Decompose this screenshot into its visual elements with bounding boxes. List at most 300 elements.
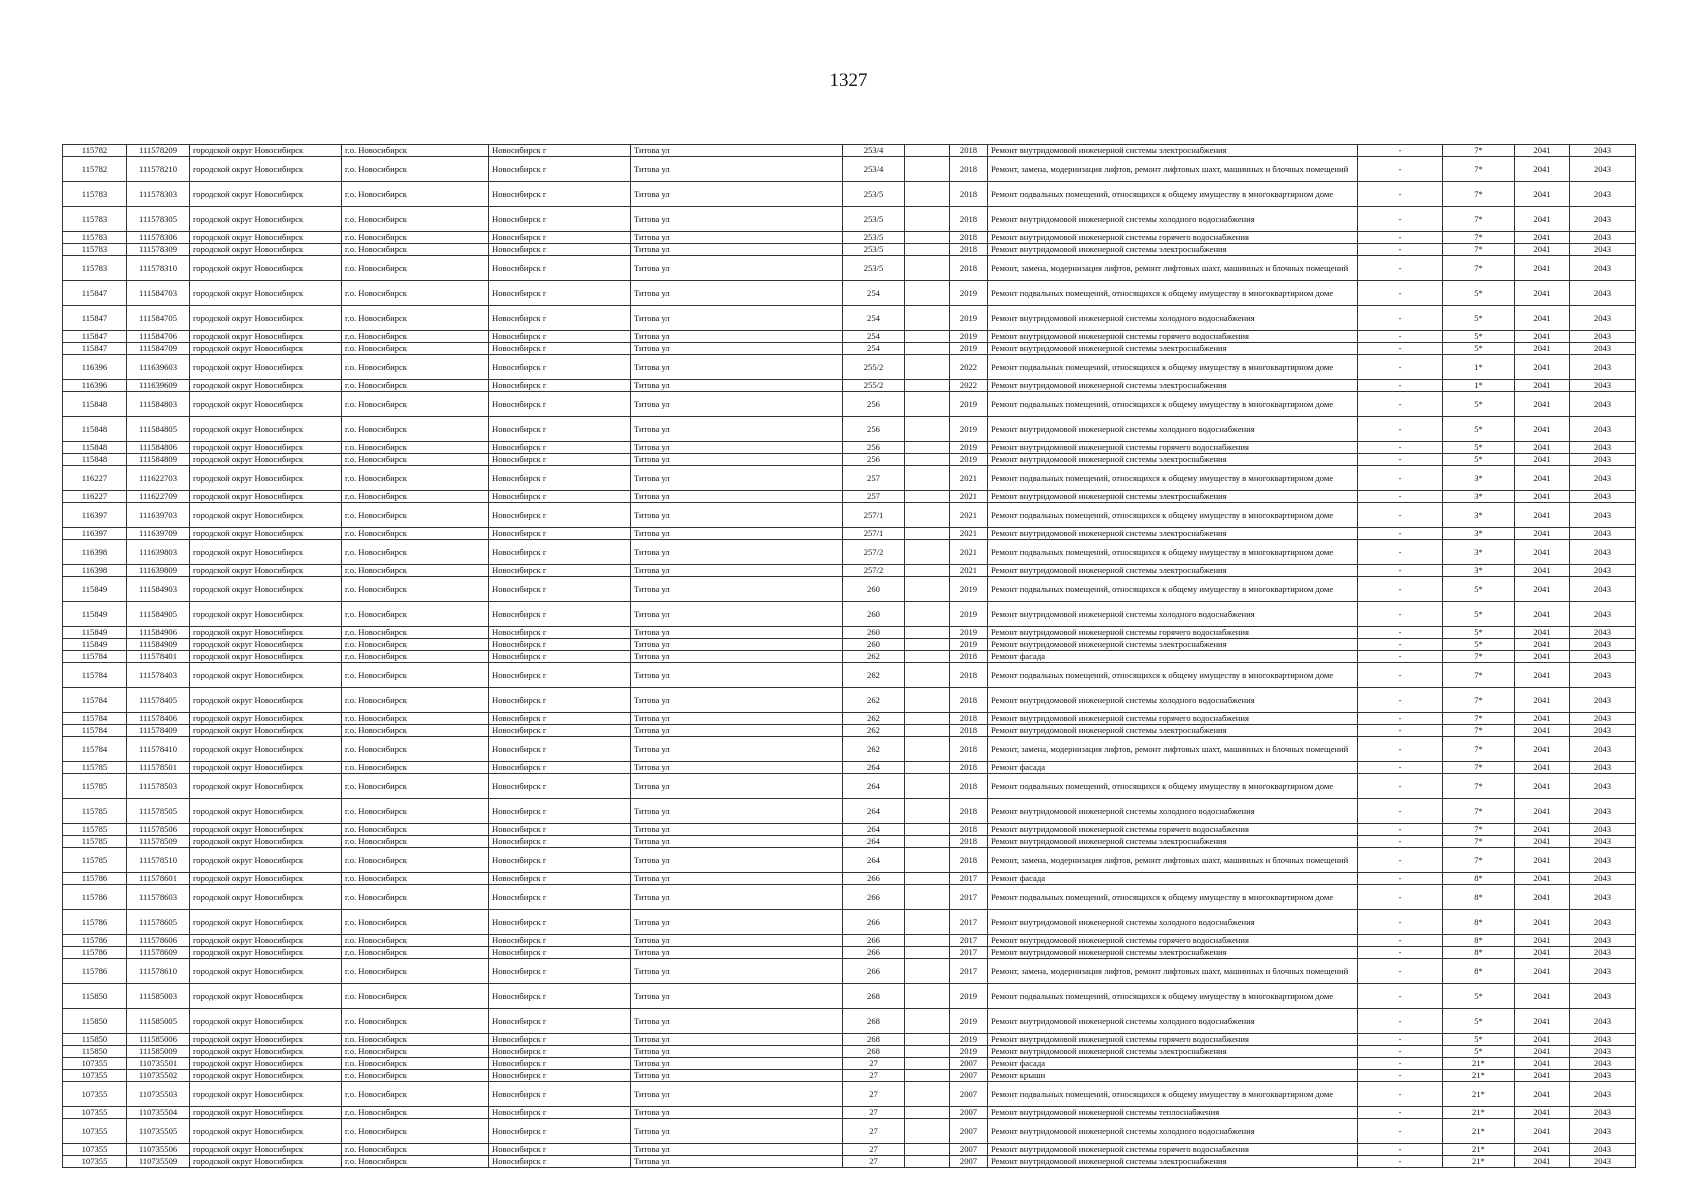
cell-period-code: 21* [1443,1119,1515,1144]
cell-work-id: 110735509 [127,1156,190,1168]
cell-work-id: 110735504 [127,1107,190,1119]
cell-work-id: 111578609 [127,947,190,959]
cell-work-id: 111578506 [127,824,190,836]
cell-locality: Новосибирск г [489,577,631,602]
cell-street: Титова ул [631,824,843,836]
cell-house-id: 115847 [63,281,127,306]
cell-house-id: 116396 [63,380,127,392]
cell-dash: - [1358,663,1443,688]
cell-locality: Новосибирск г [489,885,631,910]
cell-work-type: Ремонт подвальных помещений, относящихся к общему имуществу в многоквартирном доме [988,774,1358,799]
cell-year-built: 2019 [950,984,988,1009]
cell-street: Титова ул [631,355,843,380]
cell-work-type: Ремонт внутридомовой инженерной системы горячего водоснабжения [988,1144,1358,1156]
cell-house-id: 115850 [63,984,127,1009]
cell-work-type: Ремонт подвальных помещений, относящихся к общему имуществу в многоквартирном доме [988,503,1358,528]
cell-building [905,602,950,627]
cell-house-id: 115850 [63,1046,127,1058]
cell-year-built: 2018 [950,157,988,182]
cell-period-code: 5* [1443,639,1515,651]
cell-period-code: 5* [1443,1046,1515,1058]
cell-municipality: городской округ Новосибирск [190,848,342,873]
cell-street: Титова ул [631,663,843,688]
cell-street: Титова ул [631,688,843,713]
cell-locality: Новосибирск г [489,355,631,380]
cell-municipality: городской округ Новосибирск [190,1156,342,1168]
cell-period-code: 7* [1443,713,1515,725]
cell-building [905,824,950,836]
cell-start-year: 2041 [1515,1070,1570,1082]
cell-municipal-district: г.о. Новосибирск [342,331,489,343]
cell-dash: - [1358,442,1443,454]
cell-dash: - [1358,1046,1443,1058]
cell-municipality: городской округ Новосибирск [190,157,342,182]
cell-building [905,762,950,774]
cell-municipal-district: г.о. Новосибирск [342,256,489,281]
cell-house-number: 264 [843,836,905,848]
cell-start-year: 2041 [1515,947,1570,959]
cell-locality: Новосибирск г [489,281,631,306]
cell-period-code: 7* [1443,799,1515,824]
cell-dash: - [1358,157,1443,182]
cell-building [905,663,950,688]
cell-house-number: 27 [843,1107,905,1119]
cell-year-built: 2021 [950,565,988,577]
cell-municipality: городской округ Новосибирск [190,331,342,343]
cell-municipal-district: г.о. Новосибирск [342,528,489,540]
cell-end-year: 2043 [1570,157,1636,182]
cell-year-built: 2019 [950,577,988,602]
cell-municipal-district: г.о. Новосибирск [342,651,489,663]
cell-year-built: 2017 [950,885,988,910]
cell-municipality: городской округ Новосибирск [190,355,342,380]
cell-end-year: 2043 [1570,848,1636,873]
cell-locality: Новосибирск г [489,848,631,873]
cell-start-year: 2041 [1515,306,1570,331]
cell-street: Титова ул [631,639,843,651]
cell-street: Титова ул [631,1034,843,1046]
cell-street: Титова ул [631,232,843,244]
cell-period-code: 7* [1443,774,1515,799]
cell-work-id: 111584909 [127,639,190,651]
cell-dash: - [1358,145,1443,157]
cell-house-id: 115786 [63,959,127,984]
cell-street: Титова ул [631,737,843,762]
cell-municipality: городской округ Новосибирск [190,207,342,232]
cell-building [905,380,950,392]
cell-municipal-district: г.о. Новосибирск [342,602,489,627]
cell-municipality: городской округ Новосибирск [190,1107,342,1119]
cell-start-year: 2041 [1515,762,1570,774]
cell-street: Титова ул [631,1144,843,1156]
cell-end-year: 2043 [1570,244,1636,256]
cell-work-id: 111584903 [127,577,190,602]
cell-street: Титова ул [631,540,843,565]
cell-work-type: Ремонт фасада [988,651,1358,663]
cell-street: Титова ул [631,565,843,577]
cell-dash: - [1358,1034,1443,1046]
cell-municipal-district: г.о. Новосибирск [342,503,489,528]
cell-building [905,306,950,331]
cell-municipality: городской округ Новосибирск [190,281,342,306]
cell-dash: - [1358,959,1443,984]
cell-house-number: 264 [843,848,905,873]
cell-start-year: 2041 [1515,157,1570,182]
cell-house-id: 115848 [63,392,127,417]
cell-dash: - [1358,417,1443,442]
cell-street: Титова ул [631,762,843,774]
cell-house-number: 260 [843,627,905,639]
cell-municipal-district: г.о. Новосибирск [342,984,489,1009]
cell-work-id: 111578610 [127,959,190,984]
cell-municipality: городской округ Новосибирск [190,639,342,651]
cell-start-year: 2041 [1515,1009,1570,1034]
cell-street: Титова ул [631,984,843,1009]
cell-municipality: городской округ Новосибирск [190,392,342,417]
cell-house-id: 115784 [63,737,127,762]
table-row [63,737,1636,762]
cell-work-id: 111578403 [127,663,190,688]
cell-work-type: Ремонт внутридомовой инженерной системы горячего водоснабжения [988,824,1358,836]
cell-municipality: городской округ Новосибирск [190,256,342,281]
table-row [63,380,1636,392]
cell-municipality: городской округ Новосибирск [190,182,342,207]
table-row [63,466,1636,491]
cell-municipal-district: г.о. Новосибирск [342,627,489,639]
cell-house-number: 262 [843,737,905,762]
cell-start-year: 2041 [1515,244,1570,256]
cell-start-year: 2041 [1515,1156,1570,1168]
cell-end-year: 2043 [1570,1009,1636,1034]
cell-house-number: 253/4 [843,145,905,157]
cell-year-built: 2018 [950,836,988,848]
cell-period-code: 5* [1443,1009,1515,1034]
cell-house-number: 266 [843,947,905,959]
cell-street: Титова ул [631,959,843,984]
cell-house-number: 253/5 [843,232,905,244]
cell-locality: Новосибирск г [489,639,631,651]
cell-end-year: 2043 [1570,627,1636,639]
table-row [63,1070,1636,1082]
cell-municipal-district: г.о. Новосибирск [342,182,489,207]
cell-locality: Новосибирск г [489,207,631,232]
cell-municipality: городской округ Новосибирск [190,491,342,503]
cell-end-year: 2043 [1570,466,1636,491]
cell-locality: Новосибирск г [489,331,631,343]
cell-house-id: 115785 [63,848,127,873]
cell-street: Титова ул [631,244,843,256]
cell-municipal-district: г.о. Новосибирск [342,1046,489,1058]
cell-municipal-district: г.о. Новосибирск [342,565,489,577]
cell-building [905,417,950,442]
cell-building [905,343,950,355]
cell-house-number: 264 [843,762,905,774]
cell-work-type: Ремонт внутридомовой инженерной системы холодного водоснабжения [988,910,1358,935]
cell-work-id: 110735502 [127,1070,190,1082]
cell-work-type: Ремонт подвальных помещений, относящихся к общему имуществу в многоквартирном доме [988,577,1358,602]
cell-year-built: 2017 [950,947,988,959]
table-row [63,306,1636,331]
cell-house-number: 257 [843,491,905,503]
cell-dash: - [1358,848,1443,873]
table-row [63,454,1636,466]
cell-end-year: 2043 [1570,947,1636,959]
cell-street: Титова ул [631,836,843,848]
cell-year-built: 2007 [950,1107,988,1119]
cell-street: Титова ул [631,947,843,959]
table-row [63,824,1636,836]
cell-dash: - [1358,565,1443,577]
cell-building [905,873,950,885]
cell-building [905,1070,950,1082]
cell-municipal-district: г.о. Новосибирск [342,1107,489,1119]
cell-year-built: 2021 [950,528,988,540]
cell-locality: Новосибирск г [489,935,631,947]
cell-municipality: городской округ Новосибирск [190,577,342,602]
cell-building [905,651,950,663]
table-row [63,627,1636,639]
cell-house-number: 260 [843,602,905,627]
cell-house-id: 115786 [63,910,127,935]
cell-building [905,157,950,182]
cell-end-year: 2043 [1570,885,1636,910]
table-row [63,528,1636,540]
cell-house-number: 27 [843,1058,905,1070]
cell-house-id: 116397 [63,528,127,540]
cell-start-year: 2041 [1515,331,1570,343]
cell-dash: - [1358,737,1443,762]
cell-work-id: 111584805 [127,417,190,442]
cell-start-year: 2041 [1515,799,1570,824]
cell-building [905,885,950,910]
cell-end-year: 2043 [1570,1082,1636,1107]
cell-house-id: 116398 [63,540,127,565]
cell-period-code: 7* [1443,145,1515,157]
cell-period-code: 7* [1443,725,1515,737]
cell-municipal-district: г.о. Новосибирск [342,1082,489,1107]
cell-start-year: 2041 [1515,1144,1570,1156]
cell-year-built: 2018 [950,848,988,873]
cell-locality: Новосибирск г [489,392,631,417]
cell-locality: Новосибирск г [489,232,631,244]
cell-dash: - [1358,577,1443,602]
cell-year-built: 2018 [950,713,988,725]
cell-house-id: 115785 [63,762,127,774]
cell-building [905,207,950,232]
cell-municipal-district: г.о. Новосибирск [342,392,489,417]
cell-work-id: 111578503 [127,774,190,799]
cell-year-built: 2019 [950,1046,988,1058]
cell-period-code: 5* [1443,281,1515,306]
cell-year-built: 2021 [950,540,988,565]
cell-locality: Новосибирск г [489,836,631,848]
cell-house-id: 115847 [63,331,127,343]
cell-locality: Новосибирск г [489,959,631,984]
cell-house-number: 256 [843,392,905,417]
cell-work-id: 111584705 [127,306,190,331]
cell-street: Титова ул [631,454,843,466]
cell-end-year: 2043 [1570,824,1636,836]
cell-building [905,565,950,577]
cell-house-id: 115782 [63,145,127,157]
cell-work-type: Ремонт крыши [988,1070,1358,1082]
cell-municipality: городской округ Новосибирск [190,1070,342,1082]
cell-work-id: 111578405 [127,688,190,713]
cell-dash: - [1358,392,1443,417]
cell-house-number: 256 [843,442,905,454]
cell-locality: Новосибирск г [489,1034,631,1046]
cell-dash: - [1358,725,1443,737]
cell-building [905,182,950,207]
cell-municipal-district: г.о. Новосибирск [342,244,489,256]
cell-building [905,935,950,947]
cell-locality: Новосибирск г [489,984,631,1009]
cell-municipal-district: г.о. Новосибирск [342,232,489,244]
cell-work-id: 111578606 [127,935,190,947]
table-row [63,565,1636,577]
cell-start-year: 2041 [1515,256,1570,281]
cell-municipality: городской округ Новосибирск [190,774,342,799]
cell-work-id: 111639703 [127,503,190,528]
cell-work-type: Ремонт внутридомовой инженерной системы горячего водоснабжения [988,232,1358,244]
cell-street: Титова ул [631,848,843,873]
cell-municipality: городской округ Новосибирск [190,651,342,663]
cell-work-type: Ремонт фасада [988,1058,1358,1070]
cell-house-number: 264 [843,774,905,799]
cell-start-year: 2041 [1515,417,1570,442]
cell-period-code: 21* [1443,1107,1515,1119]
cell-dash: - [1358,503,1443,528]
cell-municipal-district: г.о. Новосибирск [342,885,489,910]
cell-street: Титова ул [631,503,843,528]
cell-building [905,737,950,762]
cell-period-code: 5* [1443,442,1515,454]
cell-end-year: 2043 [1570,417,1636,442]
cell-locality: Новосибирск г [489,774,631,799]
cell-locality: Новосибирск г [489,602,631,627]
cell-period-code: 5* [1443,417,1515,442]
cell-period-code: 5* [1443,331,1515,343]
cell-work-id: 111578306 [127,232,190,244]
cell-end-year: 2043 [1570,725,1636,737]
cell-municipality: городской округ Новосибирск [190,442,342,454]
cell-municipal-district: г.о. Новосибирск [342,663,489,688]
table-row [63,256,1636,281]
cell-start-year: 2041 [1515,1058,1570,1070]
cell-municipal-district: г.о. Новосибирск [342,639,489,651]
cell-street: Титова ул [631,873,843,885]
cell-period-code: 8* [1443,885,1515,910]
cell-dash: - [1358,885,1443,910]
cell-period-code: 21* [1443,1070,1515,1082]
cell-dash: - [1358,602,1443,627]
cell-work-type: Ремонт внутридомовой инженерной системы холодного водоснабжения [988,207,1358,232]
cell-end-year: 2043 [1570,528,1636,540]
cell-period-code: 5* [1443,627,1515,639]
table-row [63,491,1636,503]
cell-locality: Новосибирск г [489,380,631,392]
cell-work-type: Ремонт внутридомовой инженерной системы электроснабжения [988,1046,1358,1058]
cell-municipality: городской округ Новосибирск [190,725,342,737]
cell-period-code: 3* [1443,528,1515,540]
cell-end-year: 2043 [1570,1119,1636,1144]
cell-house-number: 256 [843,417,905,442]
cell-period-code: 21* [1443,1082,1515,1107]
cell-year-built: 2021 [950,491,988,503]
cell-house-number: 257/2 [843,540,905,565]
cell-dash: - [1358,762,1443,774]
cell-municipal-district: г.о. Новосибирск [342,306,489,331]
cell-house-number: 266 [843,959,905,984]
cell-building [905,639,950,651]
cell-period-code: 7* [1443,762,1515,774]
cell-work-id: 111585003 [127,984,190,1009]
cell-dash: - [1358,688,1443,713]
cell-street: Титова ул [631,1058,843,1070]
cell-municipal-district: г.о. Новосибирск [342,713,489,725]
cell-work-id: 111585009 [127,1046,190,1058]
table-row [63,157,1636,182]
cell-house-id: 115847 [63,306,127,331]
cell-locality: Новосибирск г [489,466,631,491]
cell-year-built: 2018 [950,256,988,281]
cell-locality: Новосибирск г [489,824,631,836]
cell-dash: - [1358,799,1443,824]
cell-period-code: 21* [1443,1156,1515,1168]
table-row [63,417,1636,442]
cell-period-code: 3* [1443,491,1515,503]
cell-house-number: 262 [843,713,905,725]
cell-year-built: 2017 [950,910,988,935]
cell-house-number: 262 [843,663,905,688]
cell-start-year: 2041 [1515,1082,1570,1107]
cell-year-built: 2007 [950,1082,988,1107]
cell-house-id: 115849 [63,577,127,602]
cell-start-year: 2041 [1515,627,1570,639]
table-row [63,1058,1636,1070]
cell-dash: - [1358,836,1443,848]
table-row [63,1009,1636,1034]
cell-building [905,1009,950,1034]
cell-year-built: 2018 [950,182,988,207]
cell-dash: - [1358,540,1443,565]
cell-dash: - [1358,1119,1443,1144]
cell-house-number: 260 [843,639,905,651]
cell-dash: - [1358,244,1443,256]
cell-house-id: 115786 [63,947,127,959]
cell-building [905,947,950,959]
cell-work-type: Ремонт внутридомовой инженерной системы электроснабжения [988,343,1358,355]
table-row [63,182,1636,207]
cell-municipality: городской округ Новосибирск [190,947,342,959]
table-row [63,1046,1636,1058]
cell-house-number: 260 [843,577,905,602]
cell-municipality: городской округ Новосибирск [190,688,342,713]
cell-work-id: 111639603 [127,355,190,380]
cell-house-number: 254 [843,343,905,355]
cell-year-built: 2021 [950,503,988,528]
table-row [63,799,1636,824]
cell-start-year: 2041 [1515,528,1570,540]
cell-locality: Новосибирск г [489,1058,631,1070]
cell-dash: - [1358,281,1443,306]
cell-work-type: Ремонт внутридомовой инженерной системы холодного водоснабжения [988,306,1358,331]
cell-work-type: Ремонт внутридомовой инженерной системы электроснабжения [988,454,1358,466]
cell-building [905,688,950,713]
cell-work-type: Ремонт внутридомовой инженерной системы электроснабжения [988,528,1358,540]
cell-building [905,1144,950,1156]
cell-work-id: 111578210 [127,157,190,182]
